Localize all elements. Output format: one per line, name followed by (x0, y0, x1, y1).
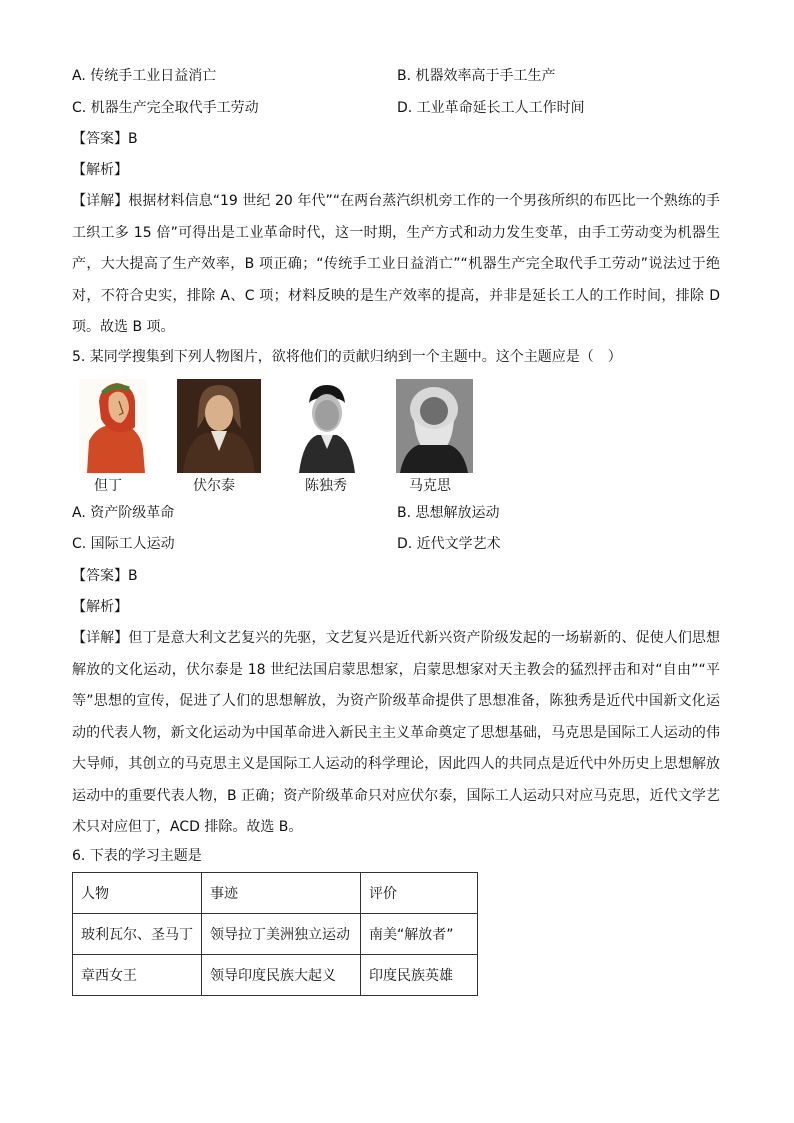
caption-marx: 马克思 (409, 478, 451, 494)
table-cell: 领导印度民族大起义 (202, 955, 361, 996)
q6-stem: 6. 下表的学习主题是 (72, 848, 202, 864)
q5-stem: 5. 某同学搜集到下列人物图片，欲将他们的贡献归纳到一个主题中。这个主题应是（ ） (72, 349, 622, 365)
q5-option-b: B. 思想解放运动 (397, 505, 500, 521)
table-header-cell: 人物 (73, 873, 202, 914)
table-row (73, 955, 478, 996)
voltaire-portrait (177, 379, 261, 473)
chen-duxiu-portrait (291, 379, 363, 473)
table-cell: 印度民族英雄 (361, 955, 478, 996)
caption-chen-duxiu: 陈独秀 (305, 478, 347, 494)
q5-option-d: D. 近代文学艺术 (397, 536, 501, 552)
q5-analysis-label: 【解析】 (72, 599, 128, 615)
q5-answer: 【答案】B (72, 568, 138, 584)
dante-portrait (79, 379, 147, 473)
q4-analysis-label: 【解析】 (72, 162, 128, 178)
caption-dante: 但丁 (94, 478, 122, 494)
table-cell: 领导拉丁美洲独立运动 (202, 914, 361, 955)
q5-option-c: C. 国际工人运动 (72, 536, 175, 552)
table-header-row (73, 873, 478, 914)
table-header-cell: 事迹 (202, 873, 361, 914)
q4-option-d: D. 工业革命延长工人工作时间 (397, 100, 585, 116)
q5-detail: 【详解】但丁是意大利文艺复兴的先驱，文艺复兴是近代新兴资产阶级发起的一场崭新的、促使人们思想解放的文化运动，伏尔泰是 18 世纪法国启蒙思想家，启蒙思想家对天主教会的猛烈抨击和对“自由”“平等”思想的宣传，促进了人们的思想解放，为资产阶级革命提供了思想准备，陈独秀是近代中国新文化运动的代表人物，新文化运动为中国革命进入新民主主义革命奠定了思想基础，马克思是国际工人运动的伟大导师，其创立的马克思主义是国际工人运动的科学理论，因此四人的共同点是近代中外历史上思想解放运动中的重要代表人物，B 正确；资产阶级革命只对应伏尔泰，国际工人运动只对应马克思，近代文学艺术只对应但丁，ACD 排除。故选 B。 (72, 630, 720, 835)
q4-option-a: A. 传统手工业日益消亡 (72, 68, 217, 84)
q4-option-c: C. 机器生产完全取代手工劳动 (72, 100, 259, 116)
table-cell: 玻利瓦尔、圣马丁 (73, 914, 202, 955)
q4-detail: 【详解】根据材料信息“19 世纪 20 年代”“在两台蒸汽织机旁工作的一个男孩所织的布匹比一个熟练的手工织工多 15 倍”可得出是工业革命时代，这一时期，生产方式和动力发生变革，由手工劳动变为机器生产，大大提高了生产效率，B 项正确；“传统手工业日益消亡”“机器生产完全取代手工劳动”说法过于绝对，不符合史实，排除 A、C 项；材料反映的是生产效率的提高，并非是延长工人的工作时间，排除 D 项。故选 B 项。 (72, 193, 720, 335)
table-header-cell: 评价 (361, 873, 478, 914)
caption-voltaire: 伏尔泰 (193, 478, 235, 494)
q4-option-b: B. 机器效率高于手工生产 (397, 68, 556, 84)
q5-option-a: A. 资产阶级革命 (72, 505, 175, 521)
q6-table (72, 872, 478, 996)
q4-answer: 【答案】B (72, 131, 138, 147)
table-cell: 南美“解放者” (361, 914, 478, 955)
table-row (73, 914, 478, 955)
table-cell: 章西女王 (73, 955, 202, 996)
marx-portrait (396, 379, 473, 473)
